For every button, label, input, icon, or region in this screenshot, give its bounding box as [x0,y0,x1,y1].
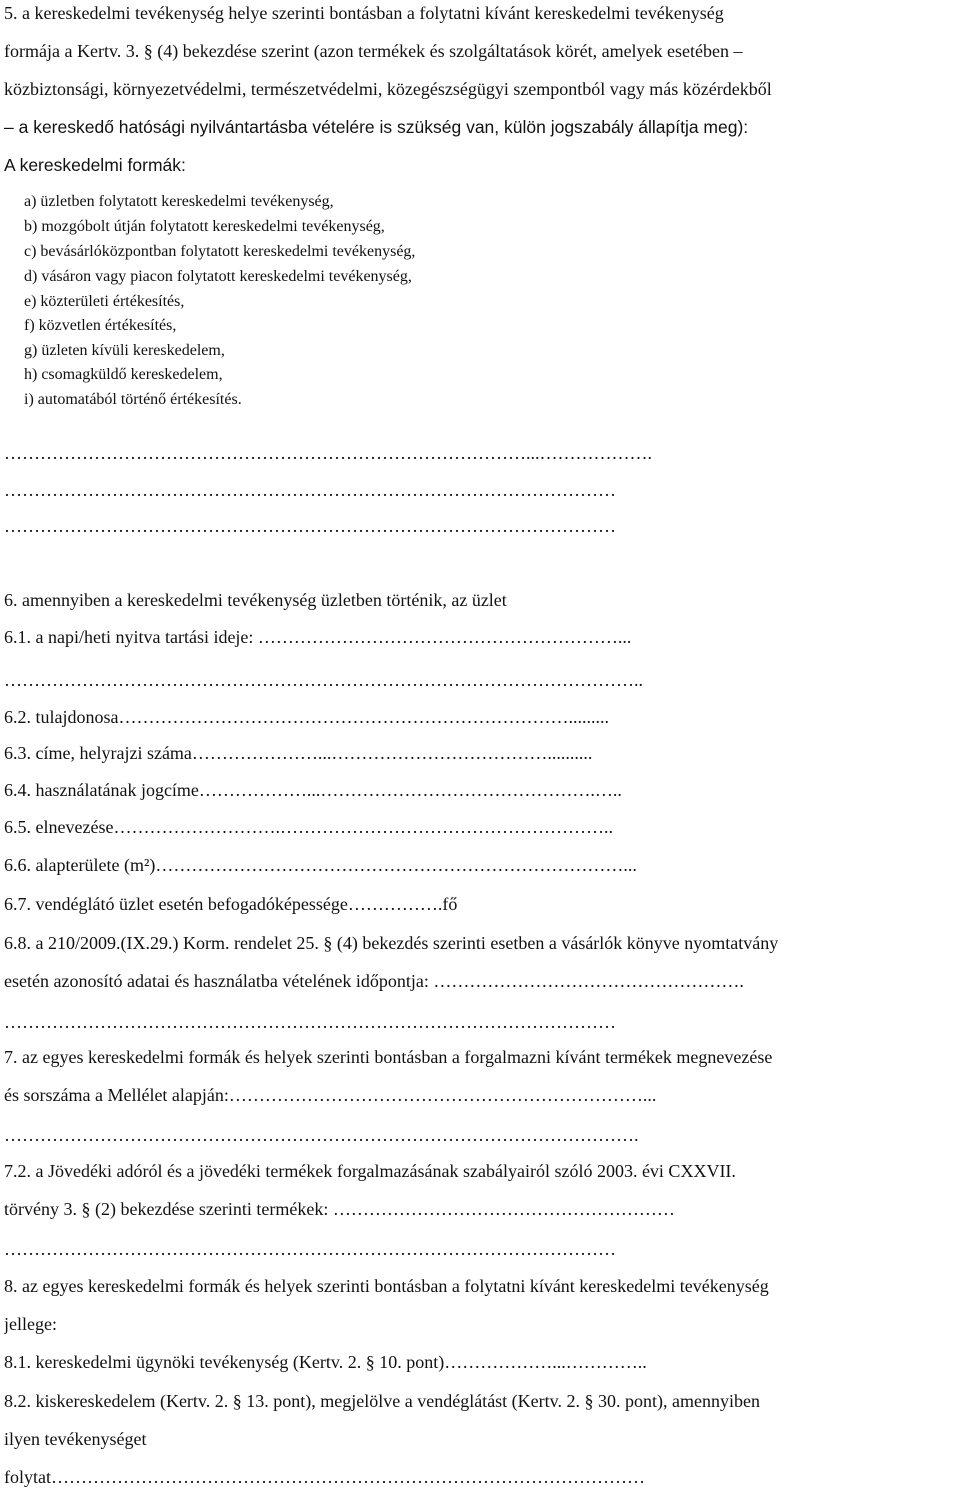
blank-fill-line: ………………………………………………………………………………………… [4,516,616,536]
field-6-4-legal-title: 6.4. használatának jogcíme………………...……………………………………….….. [4,780,622,800]
form-item-i: i) automatából történő értékesítés. [24,391,242,408]
form-item-d: d) vásáron vagy piacon folytatott kereskedelmi tevékenység, [24,268,412,285]
form-item-h: h) csomagküldő kereskedelem, [24,366,223,383]
form-item-g: g) üzleten kívüli kereskedelem, [24,342,225,359]
field-8-2-retail-line-3: folytat……………………………………………………………………………………… [4,1467,645,1487]
blank-fill-line: ………………………………………………………………………………………… [4,480,616,500]
section-5-line-4: – a kereskedő hatósági nyilvántartásba vételére is szükség van, külön jogszabály állapítja meg): [4,117,749,137]
field-8-2-retail-line-2: ilyen tevékenységet [4,1429,147,1449]
section-7-2-line-1: 7.2. a Jövedéki adóról és a jövedéki termékek forgalmazásának szabályairól szóló 2003. évi CXXVII. [4,1161,736,1181]
section-7-2-line-2: törvény 3. § (2) bekezdése szerinti termékek: ………………………………………………… [4,1199,675,1219]
field-6-1-opening-hours: 6.1. a napi/heti nyitva tartási ideje: ……………………………………………………... [4,627,632,647]
section-7-line-2: és sorszáma a Mellélet alapján:……………………………………………………………... [4,1085,657,1105]
field-8-1-agent-activity: 8.1. kereskedelmi ügynöki tevékenység (Kertv. 2. § 10. pont)………………...………….. [4,1352,647,1372]
field-6-2-owner: 6.2. tulajdonosa…………………………………………………………………......... [4,707,609,727]
field-8-2-retail-line-1: 8.2. kiskereskedelem (Kertv. 2. § 13. pont), megjelölve a vendéglátást (Kertv. 2. § 30. pont), amennyiben [4,1391,760,1411]
section-7-line-1: 7. az egyes kereskedelmi formák és helyek szerinti bontásban a forgalmazni kívánt termékek megnevezése [4,1047,773,1067]
blank-fill-line: ………………………………………………………………………………………… [4,1012,616,1032]
forms-heading: A kereskedelmi formák: [4,155,186,175]
section-8-line-1: 8. az egyes kereskedelmi formák és helyek szerinti bontásban a folytatni kívánt kereskedelmi tevékenység [4,1276,769,1296]
section-5-line-1: 5. a kereskedelmi tevékenység helye szerinti bontásban a folytatni kívánt kereskedelmi tevékenység [4,3,724,23]
section-6-heading: 6. amennyiben a kereskedelmi tevékenység üzletben történik, az üzlet [4,590,507,610]
section-5-line-2: formája a Kertv. 3. § (4) bekezdése szerint (azon termékek és szolgáltatások körét, amelyek esetében – [4,41,743,61]
section-8-line-2: jellege: [4,1314,57,1334]
section-5-line-3: közbiztonsági, környezetvédelmi, természetvédelmi, közegészségügyi szempontból vagy más közérdekből [4,79,772,99]
form-item-a: a) üzletben folytatott kereskedelmi tevékenység, [24,193,334,210]
field-6-6-floor-area: 6.6. alapterülete (m²)……………………………………………………………………... [4,855,637,875]
form-item-b: b) mozgóbolt útján folytatott kereskedelmi tevékenység, [24,218,385,235]
blank-fill-line: ……………………………………………………………………………...………………. [4,443,652,463]
blank-fill-line: ……………………………………………………………………………………………. [4,1125,639,1145]
blank-fill-line: ………………………………………………………………………………………… [4,1239,616,1259]
field-6-7-capacity: 6.7. vendéglátó üzlet esetén befogadóképessége…………….fő [4,894,458,914]
field-6-3-address: 6.3. címe, helyrajzi száma…………………...……………………………….......... [4,743,593,763]
form-item-e: e) közterületi értékesítés, [24,293,185,310]
section-6-8-line-2: esetén azonosító adatai és használatba vételének időpontja: ……………………………………………. [4,971,744,991]
form-item-f: f) közvetlen értékesítés, [24,317,177,334]
field-6-5-name: 6.5. elnevezése……………………….……………………………………………….. [4,817,613,837]
form-item-c: c) bevásárlóközpontban folytatott kereskedelmi tevékenység, [24,243,416,260]
field-6-1-continuation: …………………………………………………………………………………………….. [4,670,643,690]
section-6-8-line-1: 6.8. a 210/2009.(IX.29.) Korm. rendelet 25. § (4) bekezdés szerinti esetben a vásárlók könyve nyomtatvány [4,933,779,953]
